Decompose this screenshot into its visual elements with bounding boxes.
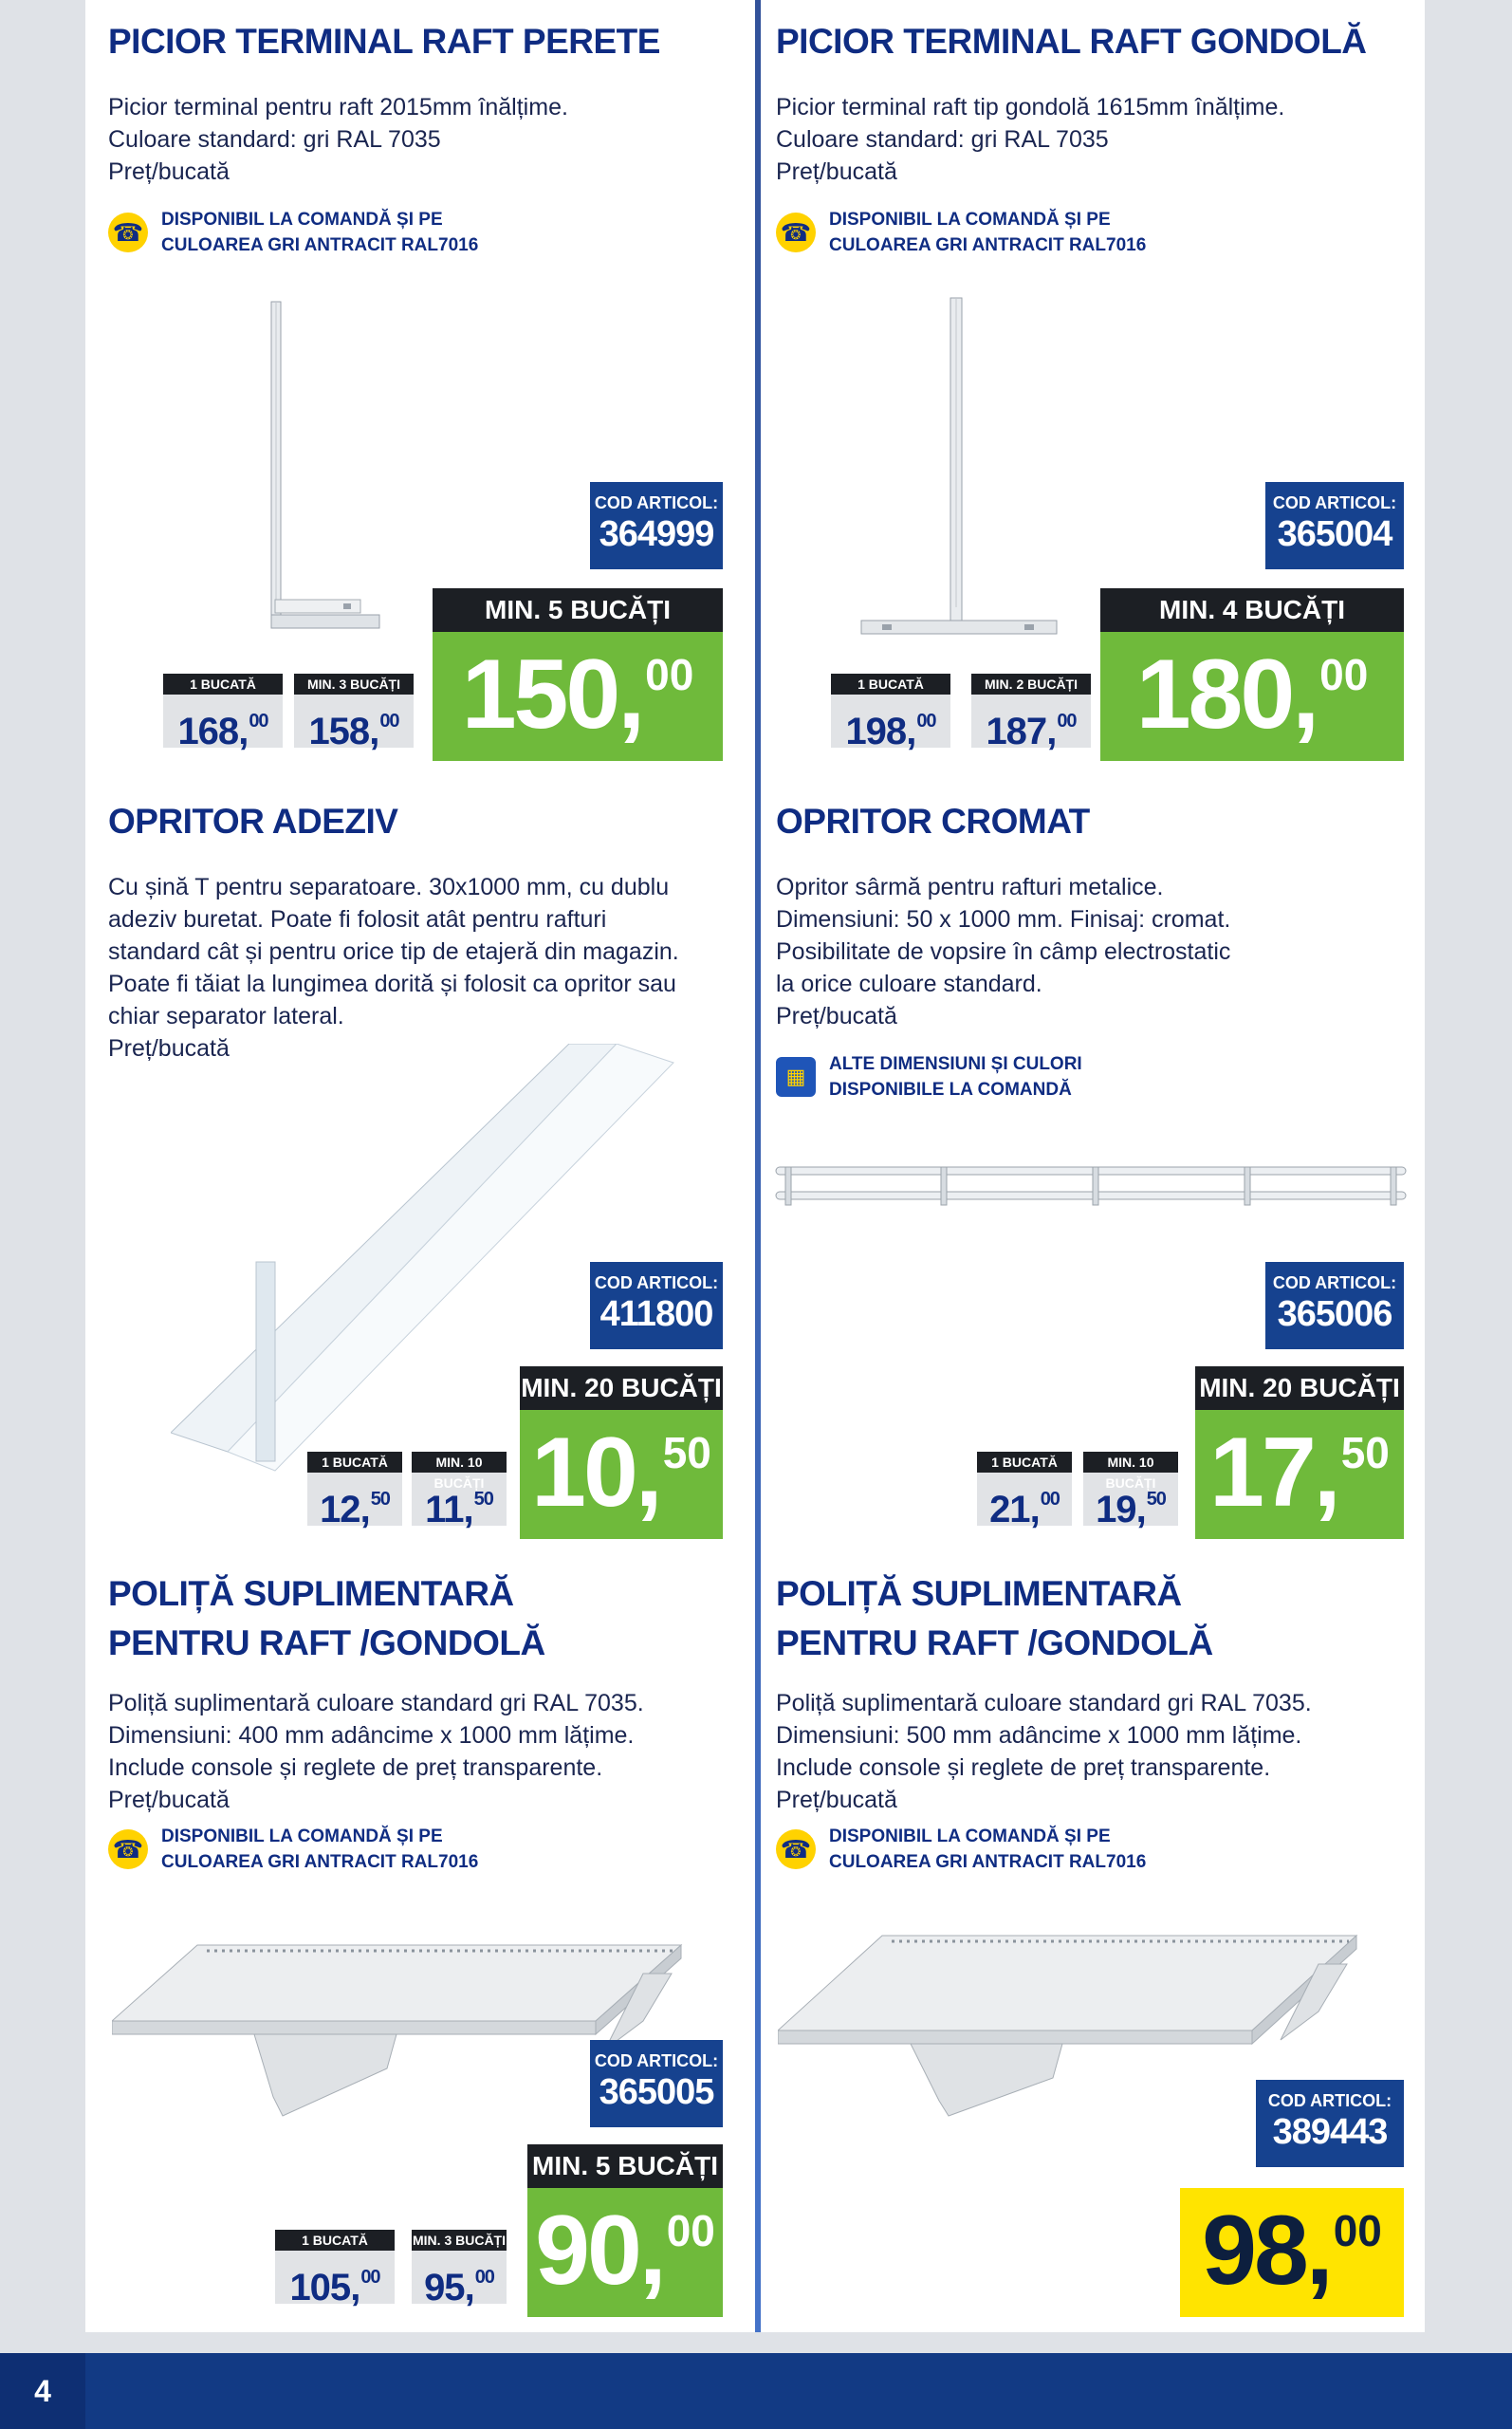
big-price: 90 , 00 — [527, 2188, 723, 2317]
product-description: Poliță suplimentară culoare standard gri RAL 7035. Dimensiuni: 400 mm adâncime x 1000 mm lățime. Include console și reglete de preț transparente. Preț/bucată — [108, 1690, 644, 1813]
wall-leg-image — [256, 294, 389, 655]
product-description: Picior terminal raft tip gondolă 1615mm înălțime. Culoare standard: gri RAL 7035 Preț/bucată — [776, 94, 1285, 185]
product-title: POLIȚĂ SUPLIMENTARĂ PENTRU RAFT /GONDOLĂ — [776, 1574, 1213, 1662]
min-quantity-label: MIN. 4 BUCĂȚI — [1100, 588, 1404, 632]
product-description: Picior terminal pentru raft 2015mm înălțime. Culoare standard: gri RAL 7035 Preț/bucată — [108, 94, 568, 185]
price-tier-2: MIN. 3 BUCĂȚI 95,00 — [412, 2230, 507, 2304]
price-tier-1: 1 BUCATĂ 21,00 — [977, 1452, 1072, 1526]
page-number: 4 — [0, 2353, 85, 2429]
min-quantity-label: MIN. 5 BUCĂȚI — [527, 2144, 723, 2188]
availability-notice: ☎ DISPONIBIL LA COMANDĂ ȘI PE CULOAREA GRI ANTRACIT RAL7016 — [776, 1824, 1440, 1875]
availability-notice: ▦ ALTE DIMENSIUNI ȘI CULORI DISPONIBILE LA COMANDĂ — [776, 1051, 1440, 1103]
price-tier-2: MIN. 10 11,50 — [412, 1452, 507, 1526]
gondola-leg-image — [854, 285, 1062, 664]
article-code-box: COD ARTICOL: 364999 — [590, 482, 723, 569]
product-title: OPRITOR ADEZIV — [108, 802, 398, 841]
big-price: 150 , 00 — [433, 632, 723, 761]
big-price: 180 , 00 — [1100, 632, 1404, 761]
min-quantity-label: MIN. 5 BUCĂȚI — [433, 588, 723, 632]
availability-notice: ☎ DISPONIBIL LA COMANDĂ ȘI PE CULOAREA GRI ANTRACIT RAL7016 — [108, 207, 772, 258]
price-tier-1: 1 BUCATĂ 198,00 — [831, 674, 950, 748]
product-title: OPRITOR CROMAT — [776, 802, 1090, 841]
product-description: Opritor sârmă pentru rafturi metalice. Dimensiuni: 50 x 1000 mm. Finisaj: cromat. Posibilitate de vopsire în câmp electrostatic la orice culoare standard. Preț/bucată — [776, 874, 1231, 1029]
big-price: 10 , 50 — [520, 1410, 723, 1539]
column-divider — [755, 0, 761, 2332]
big-price: 98 , 00 — [1180, 2188, 1404, 2317]
product-title: PICIOR TERMINAL RAFT GONDOLĂ — [776, 22, 1367, 61]
price-tier-1: 1 BUCATĂ 168,00 — [163, 674, 283, 748]
page-footer — [0, 2353, 1512, 2429]
product-card-opritor-adeziv — [108, 797, 772, 1065]
product-description: Poliță suplimentară culoare standard gri RAL 7035. Dimensiuni: 500 mm adâncime x 1000 mm lățime. Include console și reglete de preț transparente. Preț/bucată — [776, 1690, 1312, 1813]
phone-icon: ☎ — [108, 213, 148, 252]
product-card-picior-perete — [108, 17, 772, 258]
color-swatch-icon: ▦ — [776, 1057, 816, 1097]
article-code-box: COD ARTICOL: 365004 — [1265, 482, 1404, 569]
product-description: Cu șină T pentru separatoare. 30x1000 mm, cu dublu adeziv buretat. Poate fi folosit atât pentru rafturi standard cât și pentru orice tip de etajeră din magazin. Poate fi tăiat la lungimea dorită și folosit ca opritor sau chiar separator lateral. Preț/bucată — [108, 874, 679, 1062]
product-card-polita-400 — [108, 1569, 772, 1875]
phone-icon: ☎ — [776, 213, 816, 252]
min-quantity-label: MIN. 20 BUCĂȚI — [520, 1366, 723, 1410]
price-tier-2: MIN. 10 19,50 — [1083, 1452, 1178, 1526]
article-code-box: COD ARTICOL: 389443 — [1256, 2080, 1404, 2167]
availability-notice: ☎ DISPONIBIL LA COMANDĂ ȘI PE CULOAREA GRI ANTRACIT RAL7016 — [776, 207, 1440, 258]
price-tier-2: MIN. 3 BUCĂȚI 158,00 — [294, 674, 414, 748]
article-code-box: COD ARTICOL: 365006 — [1265, 1262, 1404, 1349]
price-tier-2: MIN. 2 BUCĂȚI 187,00 — [971, 674, 1091, 748]
product-title: POLIȚĂ SUPLIMENTARĂ PENTRU RAFT /GONDOLĂ — [108, 1574, 545, 1662]
product-card-picior-gondola — [776, 17, 1440, 258]
phone-icon: ☎ — [108, 1829, 148, 1869]
article-code-box: COD ARTICOL: 365005 — [590, 2040, 723, 2127]
price-tier-1: 1 BUCATĂ 12,50 — [307, 1452, 402, 1526]
article-code-box: COD ARTICOL: 411800 — [590, 1262, 723, 1349]
big-price: 17 , 50 — [1195, 1410, 1404, 1539]
product-card-polita-500 — [776, 1569, 1440, 1875]
phone-icon: ☎ — [776, 1829, 816, 1869]
availability-notice: ☎ DISPONIBIL LA COMANDĂ ȘI PE CULOAREA GRI ANTRACIT RAL7016 — [108, 1824, 772, 1875]
product-card-opritor-cromat — [776, 797, 1440, 1103]
product-title: PICIOR TERMINAL RAFT PERETE — [108, 22, 660, 61]
chrome-stopper-image — [770, 1154, 1415, 1220]
min-quantity-label: MIN. 20 BUCĂȚI — [1195, 1366, 1404, 1410]
price-tier-1: 1 BUCATĂ 105,00 — [275, 2230, 395, 2304]
